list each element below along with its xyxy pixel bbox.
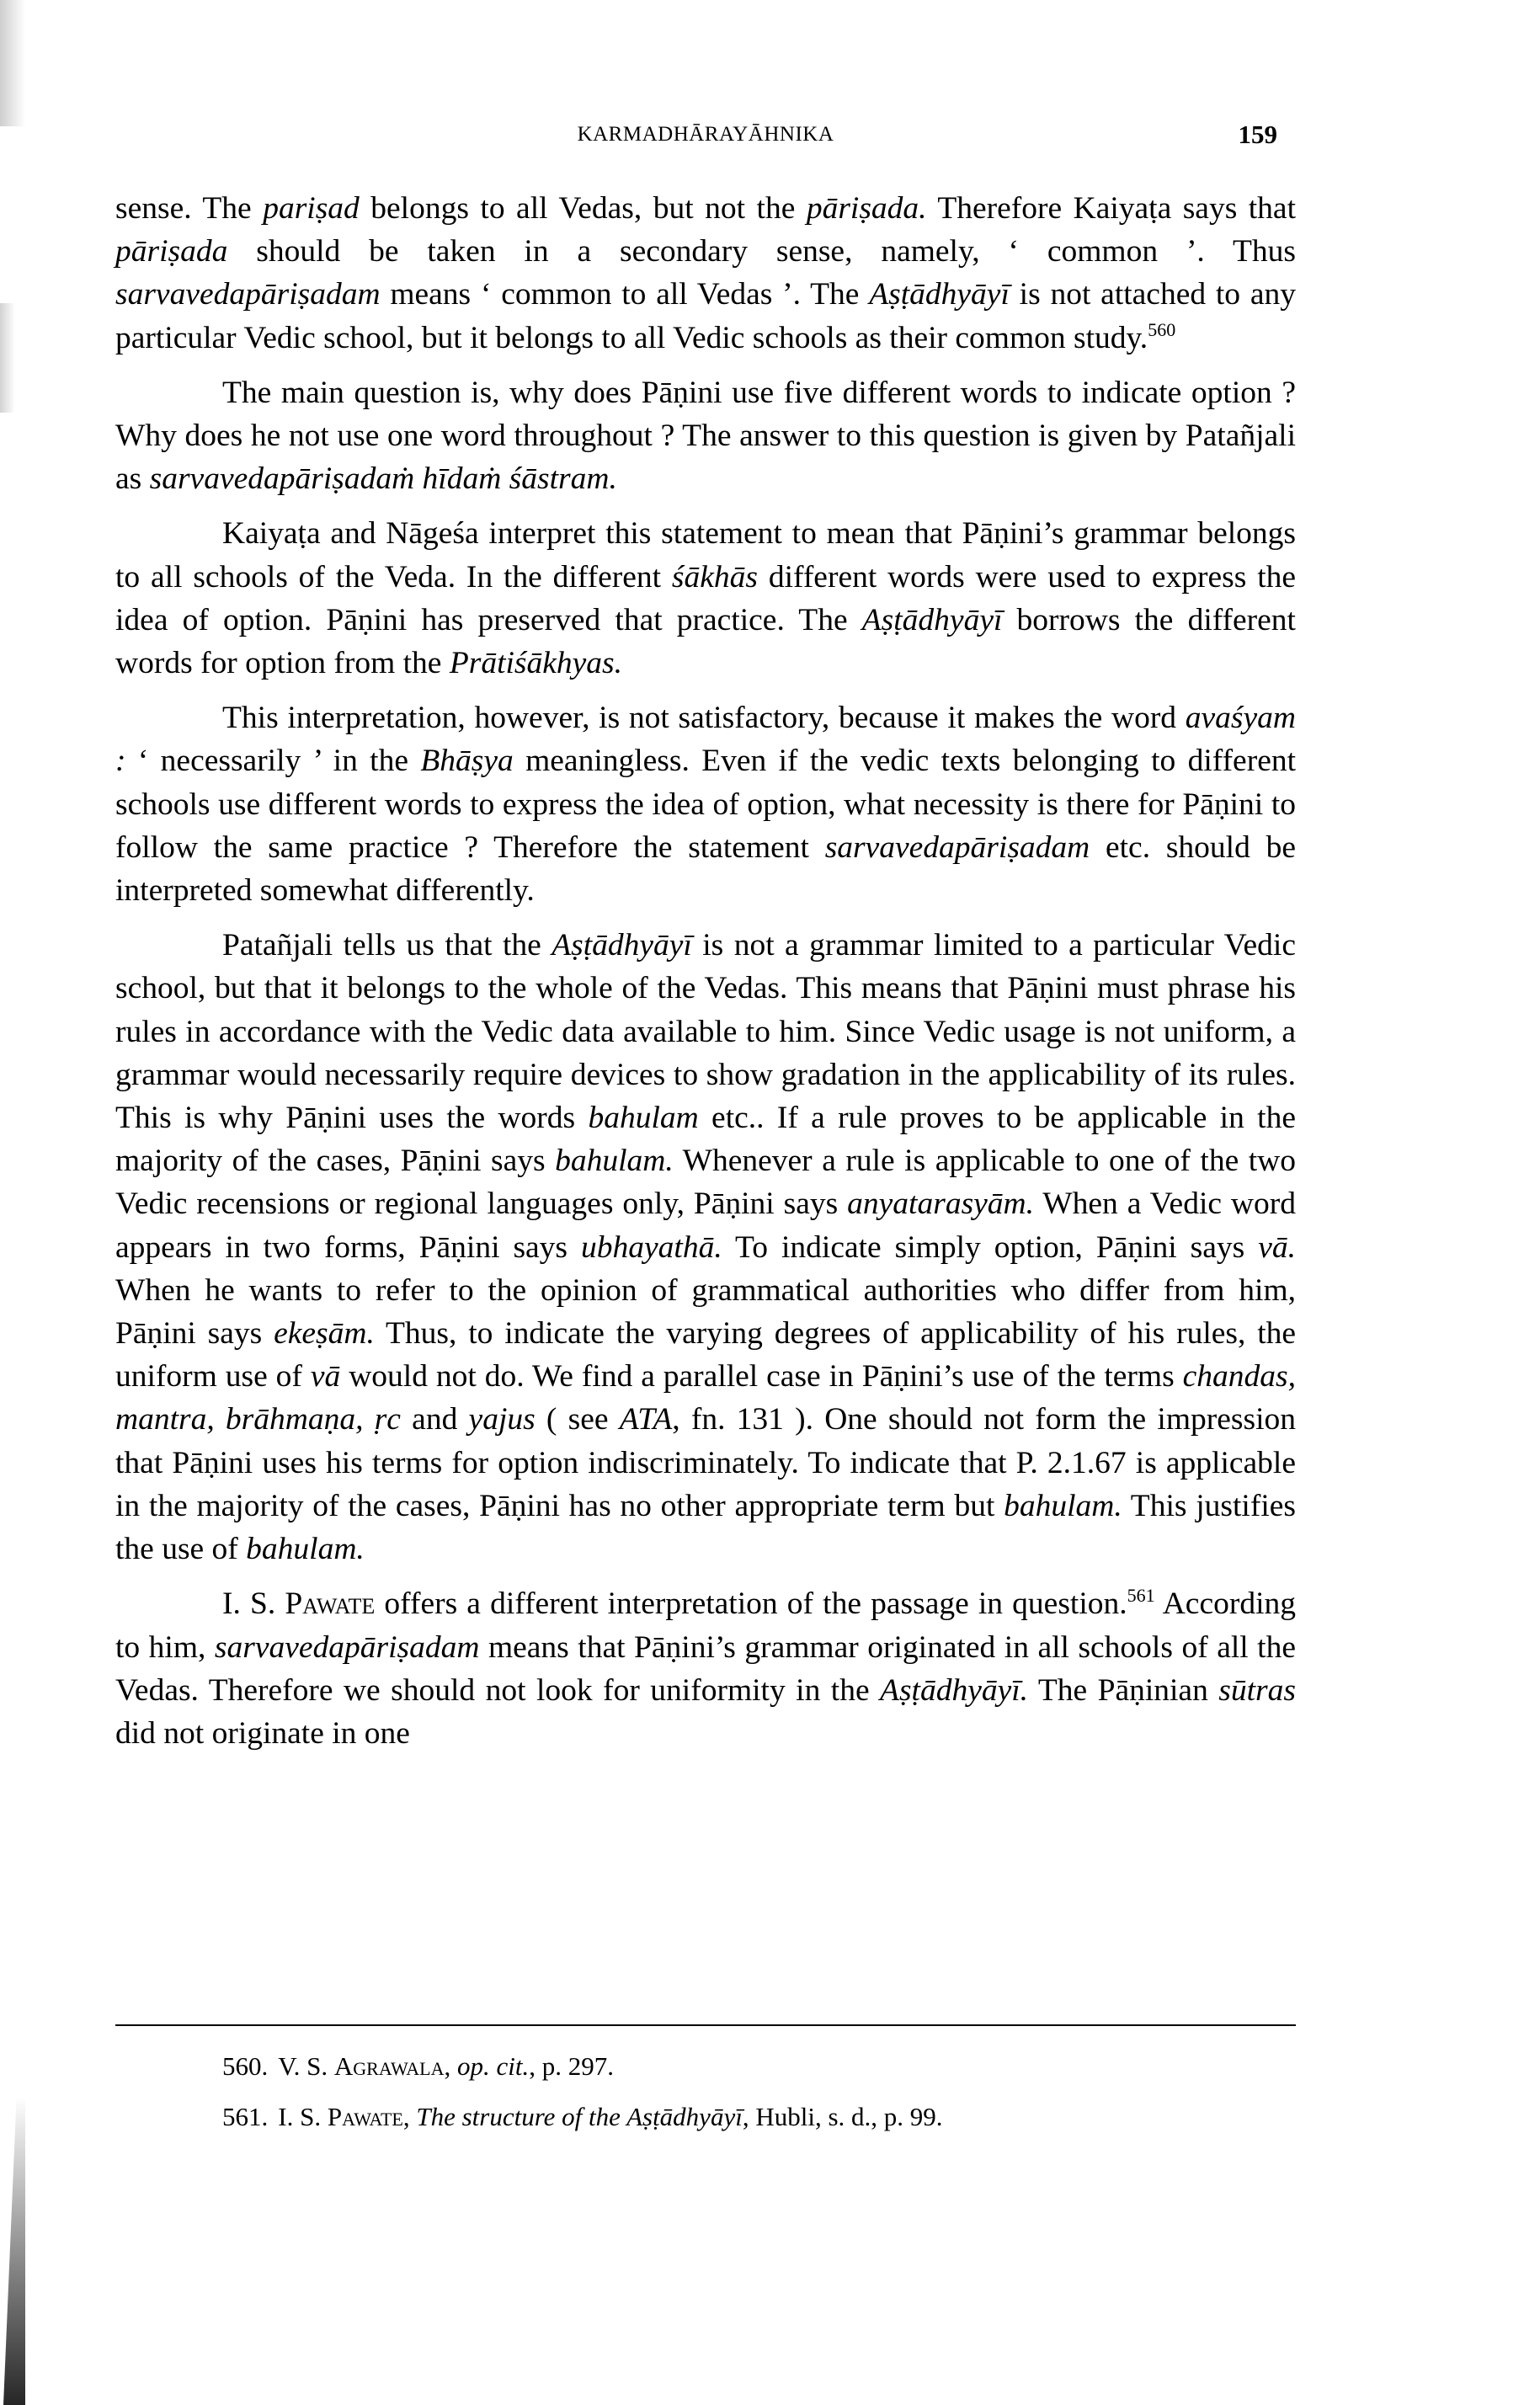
text-run: Patañjali tells us that the [222,928,552,963]
italic-term: Aṣṭādhyāyī [861,602,1003,637]
italic-term: ubhayathā. [581,1229,722,1265]
italic-term: pariṣad [263,191,360,226]
footnote-reference: 561 [1127,1585,1155,1607]
text-run: , [402,2102,417,2131]
body-text [115,187,1296,1767]
text-run: means that Pāṇini’s grammar originated in all schools of all the Vedas. Therefore we should not look for uniformity in the [115,1629,1296,1708]
text-run: This justifies the use of [115,1488,1296,1567]
running-title: KARMADHĀRAYĀHNIKA [577,123,834,146]
text-run: different words were used to express the idea of option. Pāṇini has preserved that practice. The [115,559,1297,637]
italic-term: sarvavedapāriṣadam [824,829,1090,865]
footnote-number: 560. [222,2051,269,2081]
text-run: The main question is, why does Pāṇini use five different words to indicate option ? Why does he not use one word throughout ? The answer to this question is given by Patañjali as [115,375,1296,497]
italic-term: vā [310,1359,341,1394]
text-run: belongs to all Vedas, but not the [359,191,807,226]
italic-term: pāriṣada. [806,191,927,226]
text-run: According to him, [115,1586,1296,1665]
text-run: The Pāṇinian [1028,1672,1219,1708]
text-run: means ‘ common to all Vedas ’. The [380,277,870,312]
text-run: etc. should be interpreted somewhat differently. [115,829,1296,909]
italic-term: Aṣṭādhyāyī. [880,1672,1029,1708]
text-run: and [400,1402,469,1437]
text-run: would not do. We find a parallel case in Pāṇini’s use of the terms [340,1359,1183,1394]
text-run: ‘ necessarily ’ in the [125,744,421,779]
text-run: sense. The [115,191,264,226]
text-run: , [444,2051,458,2081]
italic-term: sūtras [1218,1672,1296,1708]
italic-term: ekeṣām. [274,1316,375,1352]
italic-term: ATA [619,1402,673,1437]
text-run: V. S. [278,2051,334,2081]
scan-shadow-mid-left [0,303,15,413]
text-run: borrows the different words for option from the [115,602,1296,681]
text-run: Therefore Kaiyaṭa says that [926,191,1296,226]
paragraph [115,512,1296,685]
italic-term: sarvavedapāriṣadam [115,277,381,312]
text-run: did not originate in one [115,1715,410,1751]
text-run: is not attached to any particular Vedic school, but it belongs to all Vedic schools as their common study. [115,277,1296,355]
text-run: Thus, to indicate the varying degrees of applicability of his rules, the uniform use of [115,1316,1297,1394]
footnote-number: 561. [222,2102,269,2131]
paragraph [115,696,1296,912]
text-run: , p. 297. [529,2051,615,2081]
text-run: meaningless. Even if the vedic texts belonging to different schools use different words to express the idea of option, what necessity is there for Pāṇini to follow the same practice ? Therefore the statement [115,744,1297,865]
italic-term: sarvavedapāriṣadam [214,1629,480,1665]
paragraph [115,371,1296,501]
italic-term: avaśyam : [115,701,1296,779]
italic-term: pāriṣada [115,234,228,269]
author-name: Pawate [285,1586,376,1622]
author-name: Agrawala [333,2051,445,2081]
italic-term: vā. [1258,1229,1297,1265]
italic-term: op. cit. [457,2051,530,2081]
text-run: Kaiyaṭa and Nāgeśa interpret this statement to mean that Pāṇini’s grammar belongs to all schools of the Veda. In the different [115,516,1296,595]
italic-term: Aṣṭādhyāyī [869,277,1010,312]
italic-term: bahulam [588,1101,699,1136]
scan-shadow-bottom-left [3,2097,25,2405]
author-name: Pawate [327,2102,403,2131]
text-run: offers a different interpretation of the passage in question. [375,1586,1127,1622]
running-header [115,120,1296,153]
italic-term: Bhāṣya [420,744,514,779]
italic-term: Prātiśākhyas. [449,646,623,681]
italic-term: bahulam. [246,1532,365,1567]
paragraph [115,924,1296,1570]
text-run: is not a grammar limited to a particular Vedic school, but that it belongs to the whole of the Vedas. This means that Pāṇini must phrase his rules in accordance with the Vedic data available to him. Since Vedic usage is not uniform, a grammar would necessarily require devices to show gradation in the applicability of its rules. This is why Pāṇini uses the words [115,928,1296,1136]
text-run: , fn. 131 ). One should not form the impression that Pāṇini uses his terms for option indiscriminately. To indicate that P. 2.1.67 is applicable in the majority of the cases, Pāṇini has no other appropriate term but [115,1402,1296,1523]
italic-term: Aṣṭādhyāyī [552,928,692,963]
text-run: I. S. [222,1586,285,1622]
text-run: When a Vedic word appears in two forms, Pāṇini says [115,1187,1297,1265]
italic-term: The structure of the Aṣṭādhyāyī [416,2102,743,2131]
footnote-561 [222,2092,1275,2142]
paragraph [115,187,1296,360]
footnote-reference: 560 [1148,318,1176,340]
text-run: Whenever a rule is applicable to one of the two Vedic recensions or regional languages only, Pāṇini says [115,1144,1296,1222]
text-run: I. S. [278,2102,328,2131]
italic-term: bahulam. [555,1144,674,1179]
footnotes [222,2041,1275,2142]
italic-term: sarvavedapāriṣadaṁ hīdaṁ śāstram. [149,461,617,497]
text-run: To indicate simply option, Pāṇini says [722,1229,1259,1265]
footnote-560 [222,2041,1275,2092]
italic-term: anyatarasyām. [847,1187,1035,1222]
text-run: This interpretation, however, is not satisfactory, because it makes the word [222,701,1186,736]
italic-term: yajus [468,1402,536,1437]
italic-term: bahulam. [1004,1488,1122,1523]
italic-term: śākhās [671,559,758,595]
text-run: When he wants to refer to the opinion of grammatical authorities who differ from him, Pāṇini says [115,1272,1296,1352]
footnote-divider [115,2024,1296,2026]
text-run: ( see [535,1402,620,1437]
italic-term: chandas, mantra, brāhmaṇa, ṛc [115,1359,1296,1437]
text-run: etc.. If a rule proves to be applicable in the majority of the cases, Pāṇini says [115,1101,1296,1179]
page-number: 159 [1238,120,1277,149]
paragraph [115,1582,1296,1755]
text-run: should be taken in a secondary sense, namely, ‘ common ’. Thus [227,234,1296,269]
text-run: , Hubli, s. d., p. 99. [742,2102,943,2131]
scan-shadow-top-left [0,0,25,126]
